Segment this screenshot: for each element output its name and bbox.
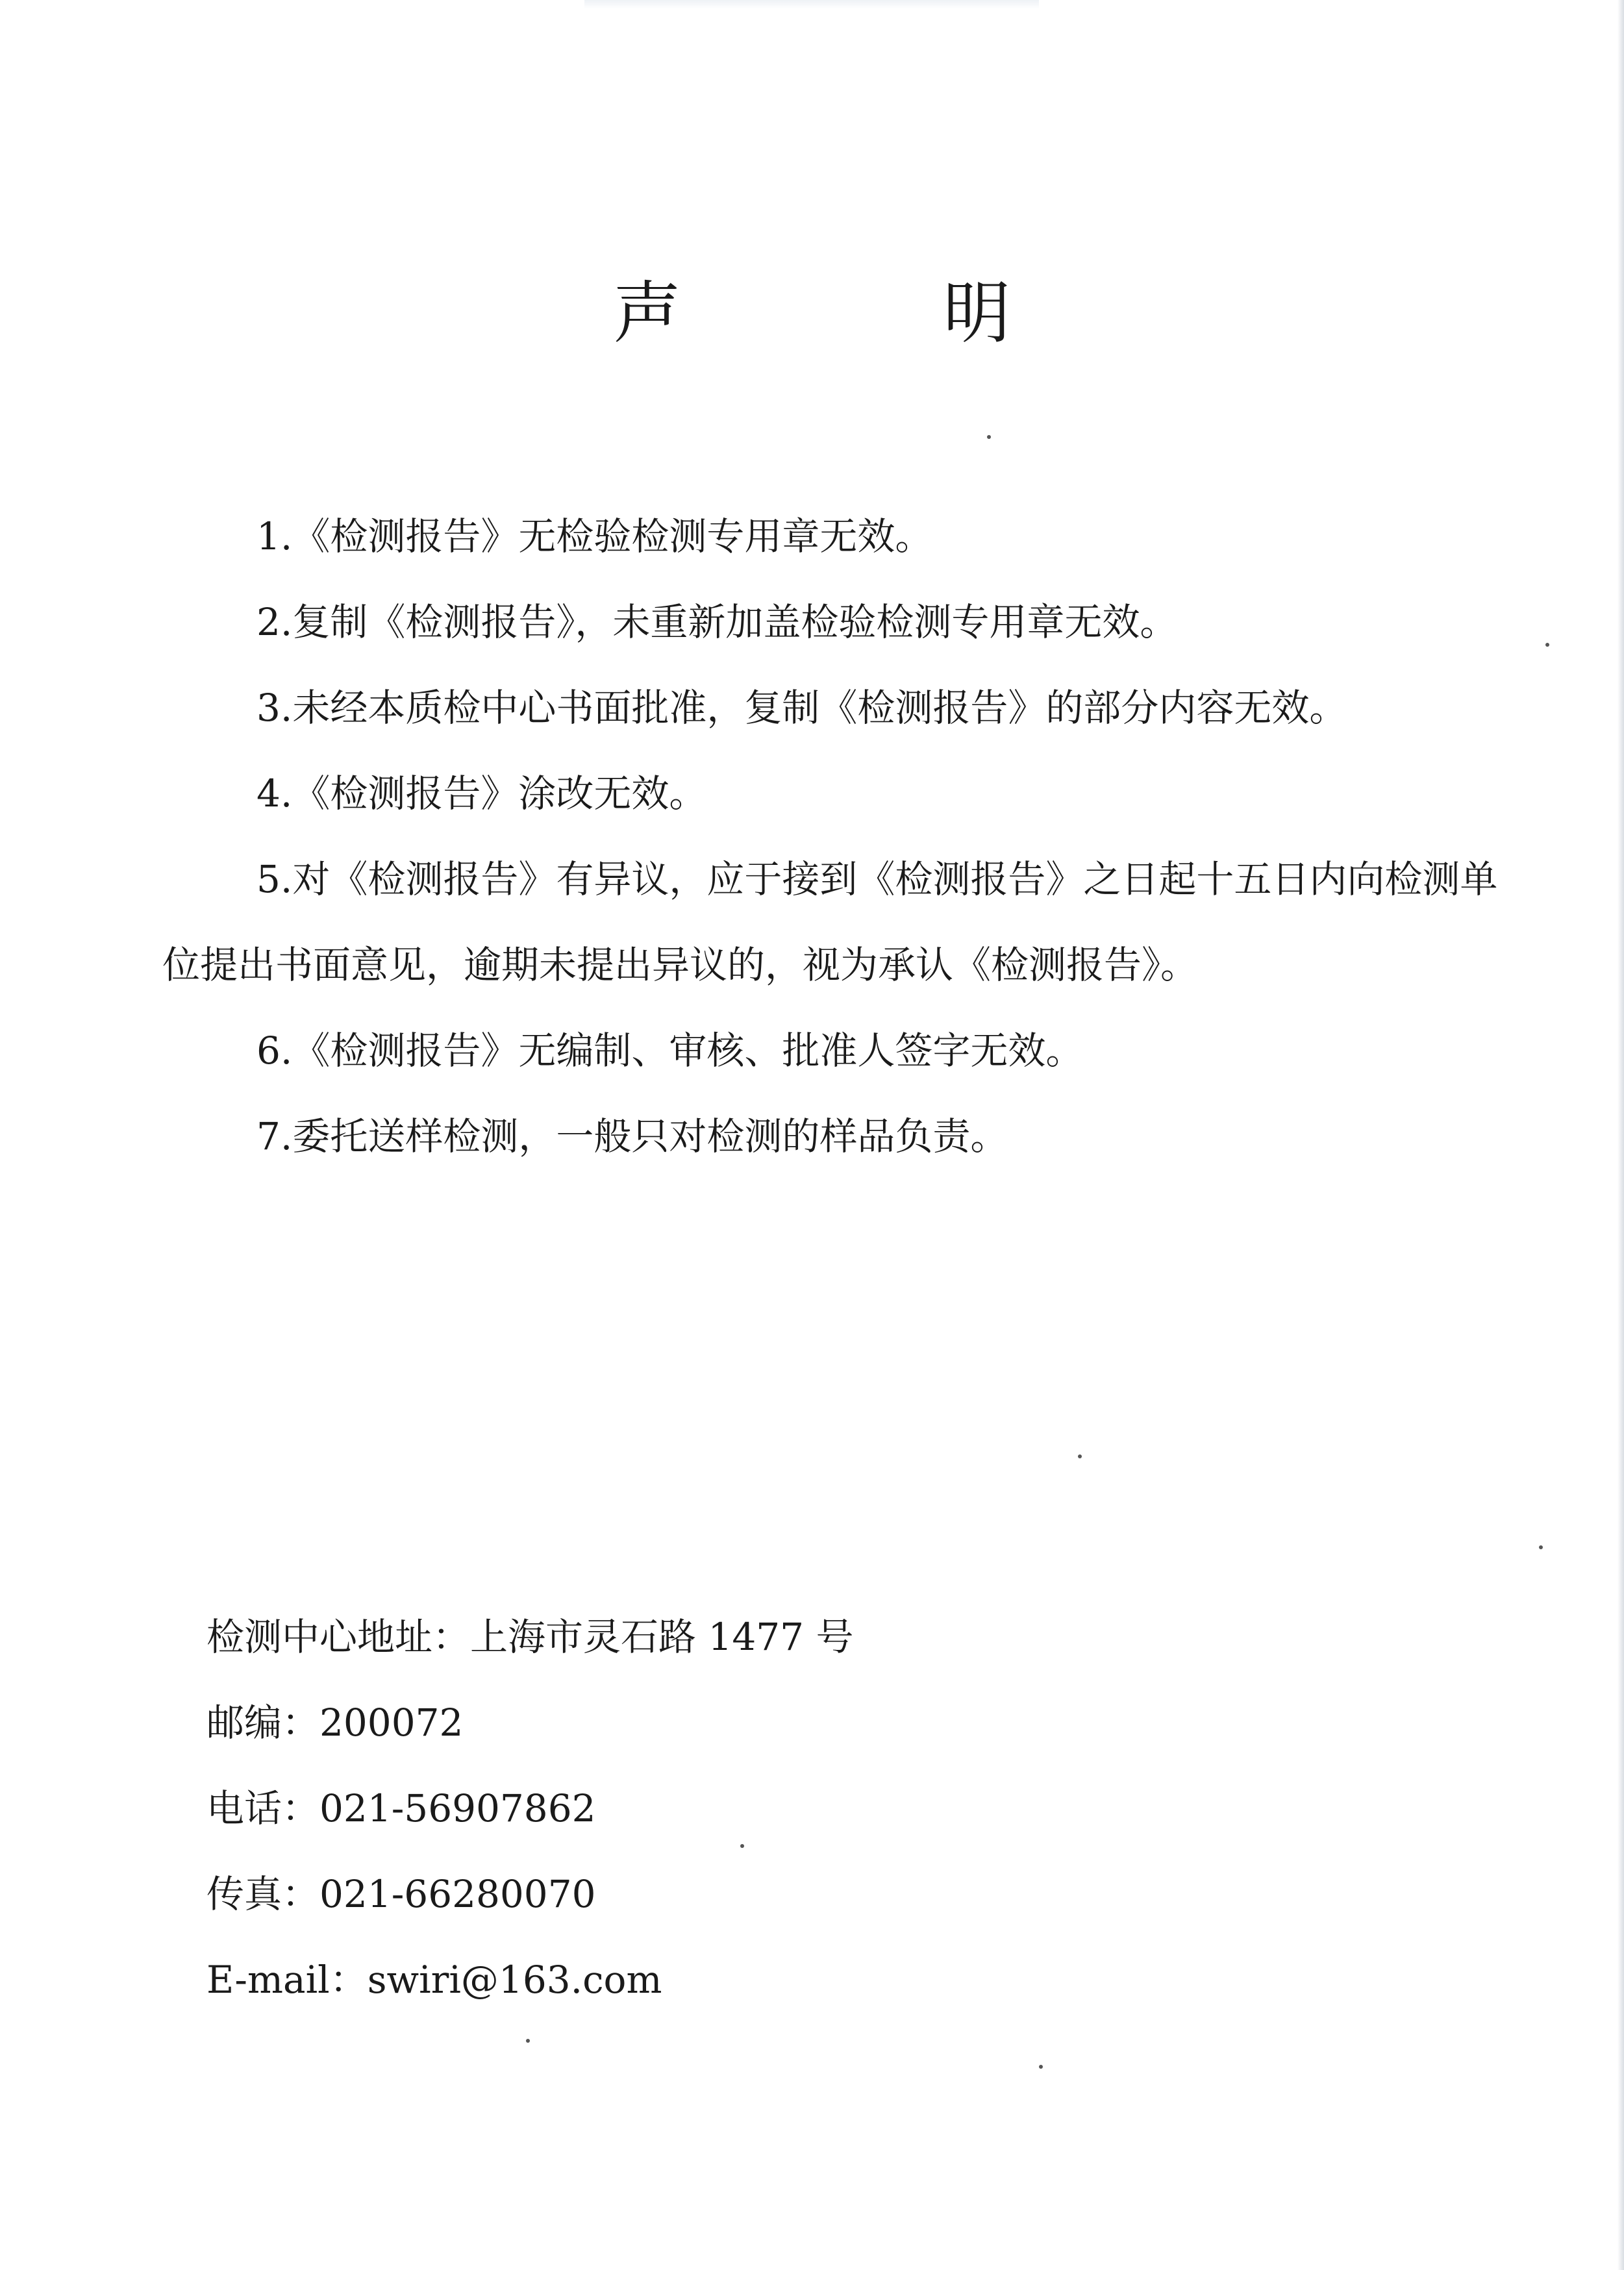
statement-item: 4.《检测报告》涂改无效。 (256, 771, 707, 816)
contact-phone: 电话：021-56907862 (206, 1786, 596, 1830)
contact-postcode: 邮编：200072 (206, 1701, 464, 1745)
scan-speck (526, 2039, 530, 2043)
scan-speck (987, 435, 991, 439)
scan-speck (1039, 2065, 1043, 2069)
statement-list (162, 493, 1519, 1179)
statement-item: 3.未经本质检中心书面批准，复制《检测报告》的部分内容无效。 (256, 686, 1347, 730)
statement-item: 1.《检测报告》无检验检测专用章无效。 (256, 514, 933, 558)
contact-email: E-mail：swiri@163.com (206, 1958, 662, 2002)
contact-address: 检测中心地址：上海市灵石路 1477 号 (206, 1615, 854, 1659)
scan-speck (1539, 1545, 1543, 1549)
statement-item: 6.《检测报告》无编制、审核、批准人签字无效。 (256, 1029, 1084, 1073)
statement-item: 5.对《检测报告》有异议，应于接到《检测报告》之日起十五日内向检测单位提出书面意见，逾期未提出异议的，视为承认《检测报告》。 (162, 857, 1498, 987)
statement-item: 7.委托送样检测，一般只对检测的样品负责。 (256, 1114, 1008, 1158)
scan-speck (1545, 643, 1549, 647)
contact-fax: 传真：021-66280070 (206, 1872, 596, 1916)
scan-artifact-top (584, 0, 1039, 9)
scan-speck (1078, 1454, 1082, 1458)
page-title: 声 明 (613, 273, 1108, 353)
contact-info (206, 1594, 853, 2023)
statement-item: 2.复制《检测报告》，未重新加盖检验检测专用章无效。 (256, 600, 1178, 644)
